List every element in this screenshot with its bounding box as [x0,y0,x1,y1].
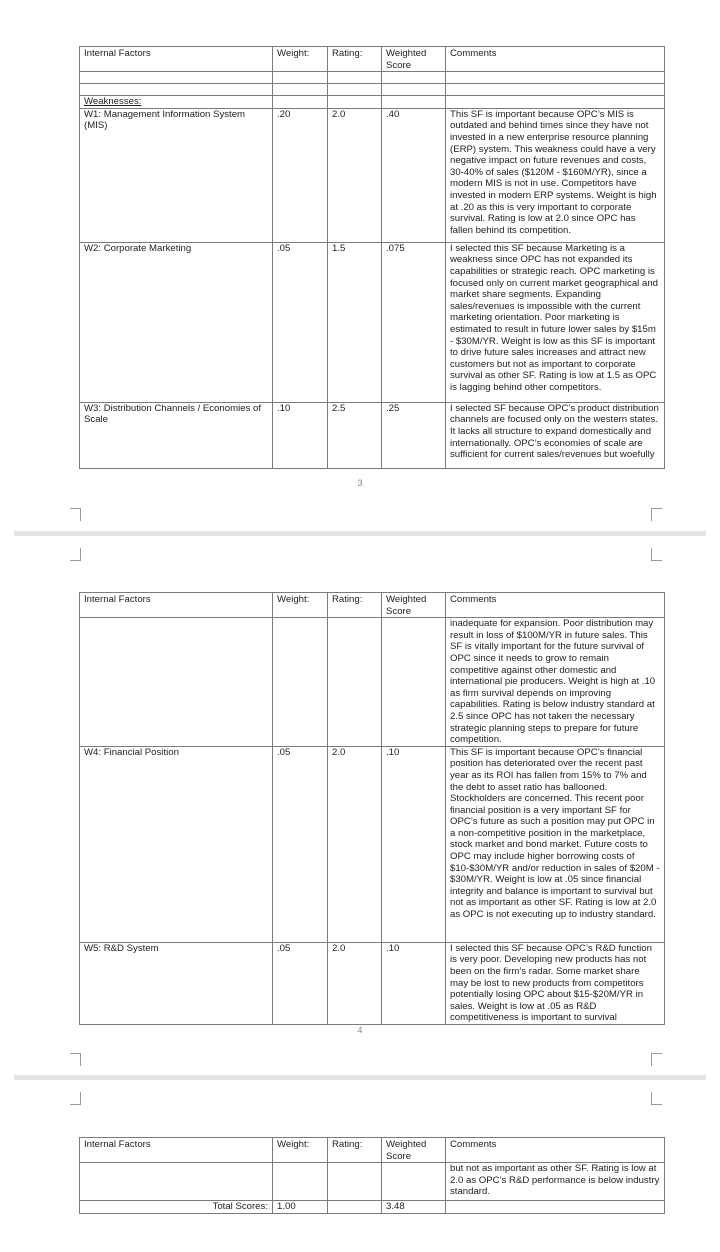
weight-w3: .10 [273,402,328,468]
weight-w4: .05 [273,746,328,942]
total-scores-label: Total Scores: [80,1201,273,1214]
rating-w1: 2.0 [328,108,382,242]
weight-w2: .05 [273,242,328,402]
header-comments: Comments [446,47,665,72]
header-weighted-score: Weighted Score [382,47,446,72]
score-w2: .075 [382,242,446,402]
factor-w2: W2: Corporate Marketing [80,242,273,402]
comment-w1: This SF is important because OPC’s MIS is outdated and behind times since they have not invested in a new enterprise resource planning (ERP) system. This weakness could have a very negative impact on future revenues and costs, 30-40% of sales ($120M - $160M/YR), since a modern MIS is not in use. Competitors have invested in modern ERP systems. Weight is high at .20 as this is very important to corporate survival. Rating is low at 2.0 since OPC has fallen behind its competition. [446,108,665,242]
header-weight: Weight: [273,1138,328,1163]
weaknesses-section-row [80,96,665,109]
rating-w2: 1.5 [328,242,382,402]
page-number: 3 [357,478,363,488]
comment-w3: I selected SF because OPC’s product distribution channels are focused only on the western states. It lacks all structure to expand domestically and internationally. OPC’s economies of scale are sufficient for current sales/revenues but woefully [446,402,665,468]
ife-table-page-5 [79,1137,665,1214]
factor-w4: W4: Financial Position [80,746,273,942]
table-header-row [80,47,665,72]
page-corner-mark [651,508,662,521]
header-internal-factors: Internal Factors [80,1138,273,1163]
table-row-w1 [80,108,665,242]
factor-w1: W1: Management Information System (MIS) [80,108,273,242]
page-corner-mark [70,508,81,521]
page-corner-mark [70,1092,81,1105]
table-header-row [80,593,665,618]
rating-w3: 2.5 [328,402,382,468]
page-4 [0,540,720,1072]
header-rating: Rating: [328,47,382,72]
factor-w5: W5: R&D System [80,942,273,1024]
score-w4: .10 [382,746,446,942]
table-header-row [80,1138,665,1163]
header-rating: Rating: [328,1138,382,1163]
ife-table-page-3 [79,46,665,469]
table-row-w2 [80,242,665,402]
page-3 [0,0,720,528]
header-internal-factors: Internal Factors [80,47,273,72]
comment-w2: I selected this SF because Marketing is a weakness since OPC has not expanded its capabilities or strategic reach. OPC marketing is focused only on current market geographical and market share segments. Expanding sales/revenues is impossible with the current marketing orientation. Poor marketing is estimated to result in future lower sales by $15m - $30M/YR. Weight is low as this SF is important to drive future sales increases and attract new customers but not as important to corporate survival as other SF. Rating is low at 1.5 as OPC is lagging behind other competitors. [446,242,665,402]
header-rating: Rating: [328,593,382,618]
empty-row [80,72,665,84]
weight-w5: .05 [273,942,328,1024]
page-5 [0,1084,720,1252]
total-weighted-score: 3.48 [382,1201,446,1214]
page-corner-mark [70,1053,81,1066]
header-weight: Weight: [273,593,328,618]
page-corner-mark [651,548,662,561]
ife-table-page-4 [79,592,665,1025]
total-weight: 1.00 [273,1201,328,1214]
header-weighted-score: Weighted Score [382,593,446,618]
table-row-w5 [80,942,665,1024]
header-comments: Comments [446,593,665,618]
table-row-w3-continued [80,618,665,747]
comment-w4: This SF is important because OPC’s financial position has deteriorated over the recent past year as its ROI has fallen from 15% to 7% and the debt to asset ratio has ballooned. Stockholders are concerned. This recent poor financial position is a very important SF for OPC’s future as such a position may put OPC in a non-competitive position in the marketplace, stock market and bond market. Future costs to OPC may include higher borrowing costs of $10-$30M/YR and/or reduction in sales of $20M - $30M/YR. Weight is low at .05 since financial integrity and balance is important to survival but not as important as other SF. Rating is low at 2.0 as OPC is not executing up to industry standard. [446,746,665,942]
page-separator [14,531,706,536]
header-internal-factors: Internal Factors [80,593,273,618]
comment-w5: I selected this SF because OPC’s R&D function is very poor. Developing new products has not been on the firm’s radar. Some market share may be lost to new products from competitors potentially losing OPC about $15-$20M/YR in sales. Weight is low at .05 as R&D competitiveness is important to survival [446,942,665,1024]
comment-w5-continued: but not as important as other SF. Rating is low at 2.0 as OPC’s R&D performance is below industry standard. [446,1163,665,1201]
table-row-w5-continued [80,1163,665,1201]
weaknesses-heading: Weaknesses: [80,96,273,109]
score-w5: .10 [382,942,446,1024]
empty-row [80,84,665,96]
weight-w1: .20 [273,108,328,242]
rating-w4: 2.0 [328,746,382,942]
score-w3: .25 [382,402,446,468]
table-row-w4 [80,746,665,942]
page-number: 4 [357,1025,363,1035]
page-separator [14,1075,706,1080]
header-weight: Weight: [273,47,328,72]
score-w1: .40 [382,108,446,242]
factor-w3: W3: Distribution Channels / Economies of Scale [80,402,273,468]
header-comments: Comments [446,1138,665,1163]
page-corner-mark [651,1092,662,1105]
totals-row [80,1201,665,1214]
page-corner-mark [651,1053,662,1066]
header-weighted-score: Weighted Score [382,1138,446,1163]
table-row-w3 [80,402,665,468]
page-corner-mark [70,548,81,561]
comment-w3-continued: inadequate for expansion. Poor distribution may result in loss of $100M/YR in future sales. This SF is vitally important for the future survival of OPC since it needs to grow to remain competitive against other domestic and international pie producers. Weight is high at .10 as firm survival depends on improving capabilities. Rating is below industry standard at 2.5 since OPC has not taken the necessary strategic planning steps to prepare for future competition. [446,618,665,747]
rating-w5: 2.0 [328,942,382,1024]
